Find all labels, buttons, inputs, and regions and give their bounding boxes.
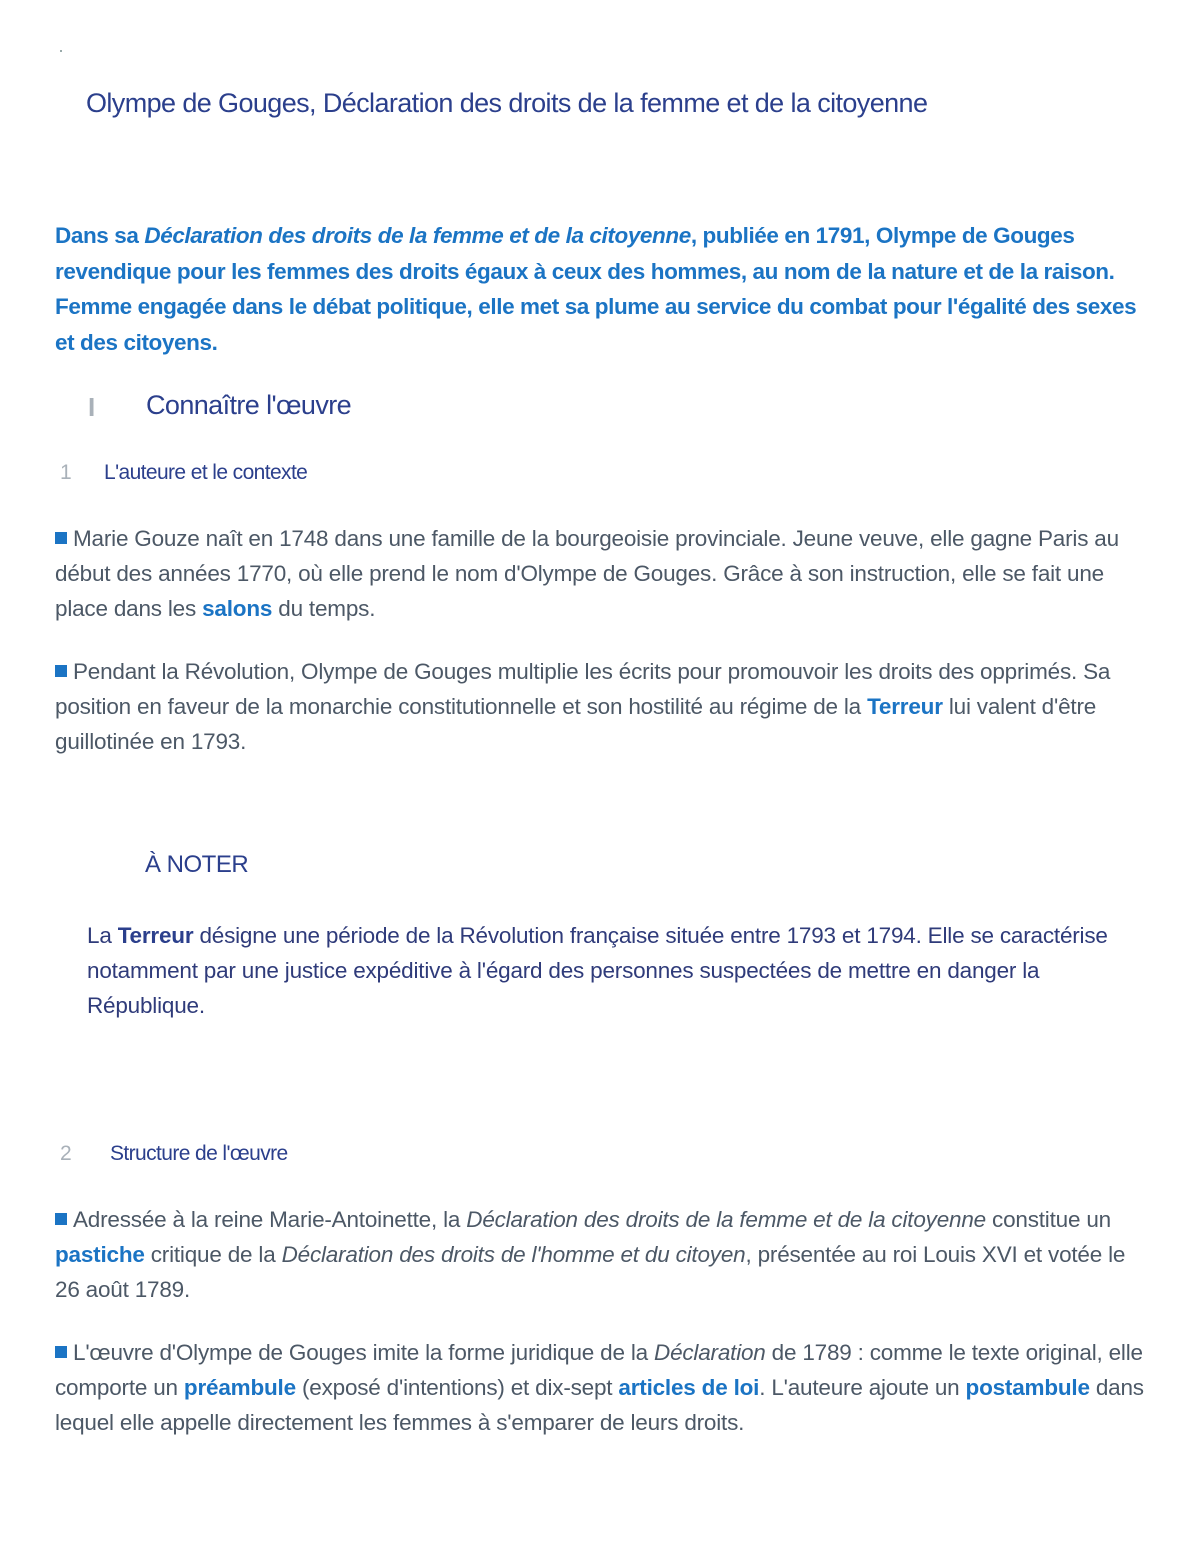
paragraph-text: de 1789 : comme le texte original, elle comporte un bbox=[55, 1340, 1143, 1400]
keyword: préambule bbox=[183, 1375, 296, 1400]
paragraph-text: du temps. bbox=[272, 596, 376, 621]
work-title: Déclaration des droits de la femme et de la citoyenne bbox=[466, 1207, 986, 1232]
keyword: salons bbox=[202, 596, 273, 621]
subsection-number: 2 bbox=[60, 1142, 72, 1165]
note-body bbox=[87, 918, 1147, 1023]
section-title: Connaître l'œuvre bbox=[146, 390, 352, 420]
intro-text: , publiée en 1791, Olympe de Gouges revendique pour les femmes des droits égaux à ceux des hommes, au nom de la nature et de la raison. Femme engagée dans le débat politique, elle met sa plume au service du combat pour l'égalité des sexes et des citoyens. bbox=[55, 223, 1137, 355]
bullet-icon bbox=[55, 1346, 67, 1358]
work-title: Déclaration bbox=[654, 1340, 766, 1365]
paragraph bbox=[55, 654, 1155, 759]
intro-paragraph bbox=[55, 218, 1155, 360]
intro-text: Dans sa bbox=[55, 223, 145, 248]
keyword: Terreur bbox=[117, 923, 194, 948]
note-text: désigne une période de la Révolution française située entre 1793 et 1794. Elle se caractérise notamment par une justice expéditive à l'égard des personnes suspectées de mettre en danger la République. bbox=[87, 923, 1108, 1018]
paragraph-text: lui valent d'être guillotinée en 1793. bbox=[55, 694, 1097, 754]
page-title: Olympe de Gouges, Déclaration des droits de la femme et de la citoyenne bbox=[86, 88, 928, 118]
page-mark bbox=[60, 50, 62, 52]
bullet-icon bbox=[55, 1213, 67, 1225]
keyword: postambule bbox=[965, 1375, 1090, 1400]
bullet-icon bbox=[55, 665, 67, 677]
subsection-number: 1 bbox=[60, 461, 72, 484]
paragraph-text: dans lequel elle appelle directement les femmes à s'emparer de leurs droits. bbox=[55, 1375, 1144, 1435]
keyword: Terreur bbox=[867, 694, 943, 719]
subsection-title: Structure de l'œuvre bbox=[110, 1142, 288, 1165]
intro-work-title: Déclaration des droits de la femme et de la citoyenne bbox=[144, 223, 691, 248]
paragraph-text: Adressée à la reine Marie-Antoinette, la bbox=[73, 1207, 467, 1232]
subsection-title: L'auteure et le contexte bbox=[104, 461, 308, 484]
paragraph bbox=[55, 1335, 1155, 1440]
paragraph-text: critique de la bbox=[144, 1242, 282, 1267]
paragraph-text: Pendant la Révolution, Olympe de Gouges multiplie les écrits pour promouvoir les droits des opprimés. Sa position en faveur de la monarchie constitutionnelle et son hostilité au régime de la bbox=[55, 659, 1111, 719]
paragraph-text: , présentée au roi Louis XVI et votée le 26 août 1789. bbox=[55, 1242, 1126, 1302]
paragraph-text: constitue un bbox=[985, 1207, 1111, 1232]
paragraph-text: (exposé d'intentions) et dix-sept bbox=[295, 1375, 619, 1400]
paragraph-text: L'œuvre d'Olympe de Gouges imite la forme juridique de la bbox=[73, 1340, 655, 1365]
paragraph-text: Marie Gouze naît en 1748 dans une famille de la bourgeoisie provinciale. Jeune veuve, elle gagne Paris au début des années 1770, où elle prend le nom d'Olympe de Gouges. Grâce à son instruction, elle se fait une place dans les bbox=[55, 526, 1119, 621]
paragraph bbox=[55, 521, 1155, 626]
paragraph-text: . L'auteure ajoute un bbox=[759, 1375, 966, 1400]
work-title: Déclaration des droits de l'homme et du citoyen bbox=[281, 1242, 746, 1267]
paragraph bbox=[55, 1202, 1155, 1307]
keyword: articles de loi bbox=[618, 1375, 760, 1400]
keyword: pastiche bbox=[55, 1242, 145, 1267]
bullet-icon bbox=[55, 532, 67, 544]
note-text: La bbox=[87, 923, 118, 948]
note-title: À NOTER bbox=[145, 851, 249, 878]
section-number: I bbox=[88, 392, 96, 422]
